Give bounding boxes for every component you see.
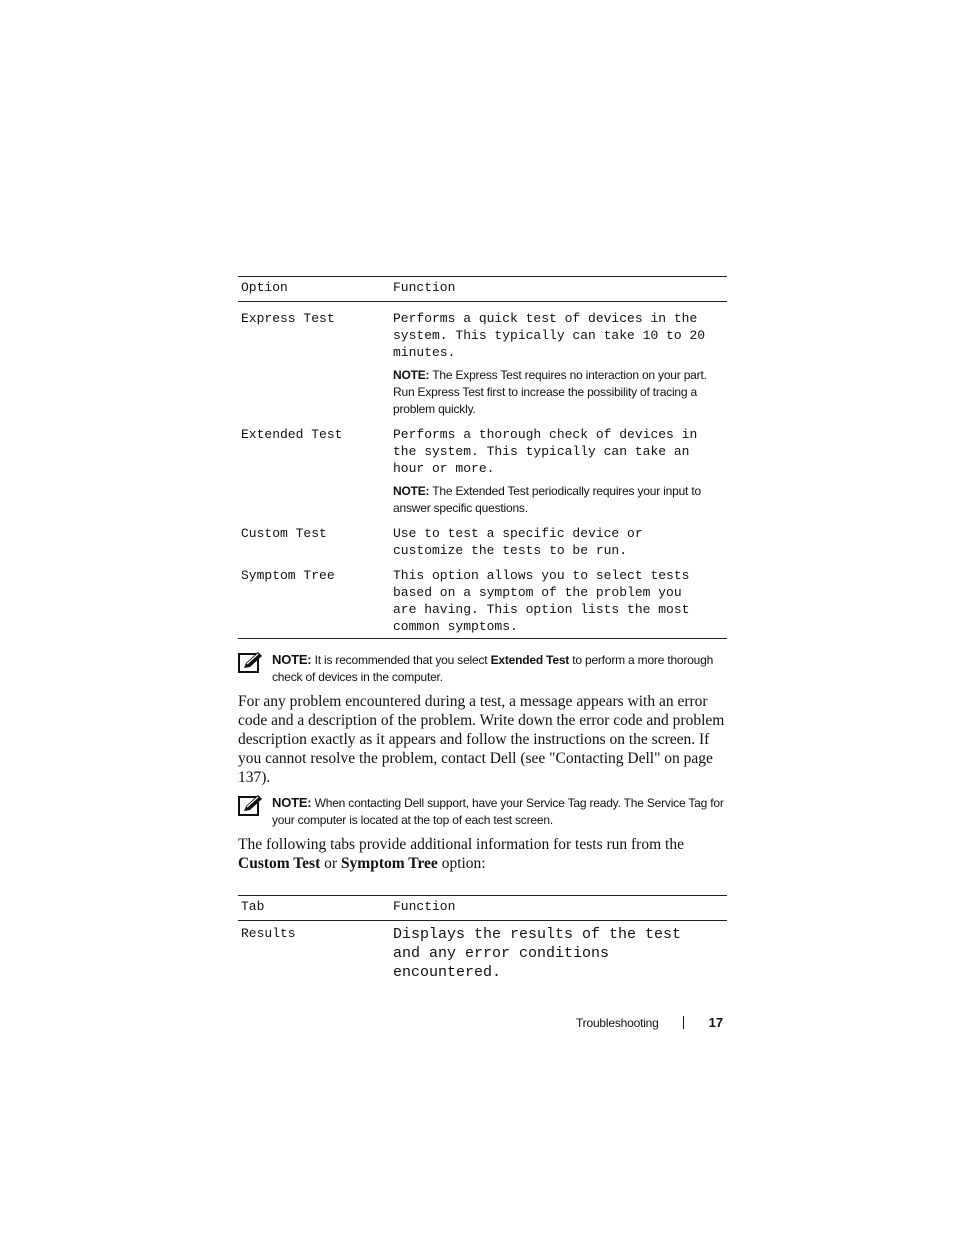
function-line: Use to test a specific device or: [393, 526, 643, 541]
body-paragraph-tabs-intro: [238, 835, 736, 873]
function-line: common symptoms.: [393, 619, 518, 634]
note-text: When contacting Dell support, have your Service Tag ready. The Service Tag for your computer is located at the top of each test screen.: [272, 796, 724, 827]
inline-note: [393, 367, 727, 418]
table-bottom-rule: [238, 638, 727, 639]
function-line: the system. This typically can take an: [393, 444, 690, 459]
note-label: NOTE:: [393, 484, 430, 498]
page-number: 17: [708, 1015, 724, 1030]
note-service-tag: [238, 793, 738, 829]
function-line: hour or more.: [393, 461, 495, 476]
table-row: [238, 559, 727, 638]
note-label: NOTE:: [393, 368, 430, 382]
note-text-after: to perform a more thorough check of devices in the computer.: [272, 653, 714, 684]
inline-note: [393, 483, 727, 517]
function-line: and any error conditions: [393, 945, 610, 962]
option-cell: Express Test: [241, 311, 335, 326]
table-row: [238, 517, 727, 559]
note-pencil-icon: [238, 652, 264, 674]
para-text: option:: [437, 855, 486, 872]
function-line: encountered.: [393, 964, 502, 981]
function-line: system. This typically can take 10 to 20: [393, 328, 706, 343]
function-line: Displays the results of the test: [393, 926, 682, 943]
table-row: [238, 921, 727, 982]
para-bold-custom-test: Custom Test: [238, 855, 321, 872]
function-line: customize the tests to be run.: [393, 543, 628, 558]
table-row: [238, 418, 727, 517]
footer-section: Troubleshooting: [576, 1015, 659, 1030]
page-footer: [576, 1015, 736, 1030]
table-header-row: [238, 277, 727, 301]
body-paragraph: For any problem encountered during a test, a message appears with an error code and a description of the problem. Write down the error code and problem description exactly as it appears and follow the instructions on the screen. If you cannot resolve the problem, contact Dell (see "Contacting Dell" on page 137).: [238, 693, 725, 786]
note-label: NOTE:: [272, 652, 312, 667]
note-text: The Extended Test periodically requires your input to answer specific questions.: [393, 484, 701, 515]
note-text-before: It is recommended that you select: [314, 653, 491, 667]
para-bold-symptom-tree: Symptom Tree: [340, 855, 438, 872]
tabs-table: [238, 895, 727, 982]
note-label: NOTE:: [272, 795, 312, 810]
function-line: This option allows you to select tests: [393, 568, 690, 583]
note-text: The Express Test requires no interaction on your part. Run Express Test first to increase the possibility of tracing a problem quickly.: [393, 368, 707, 416]
function-line: Performs a quick test of devices in the: [393, 311, 698, 326]
note-recommend-extended: [238, 650, 738, 686]
note-pencil-icon: [238, 795, 264, 817]
table-row: [238, 302, 727, 418]
option-cell: Custom Test: [241, 526, 327, 541]
header-function: Function: [393, 899, 456, 914]
option-cell: Symptom Tree: [241, 568, 335, 583]
para-text: or: [320, 855, 341, 872]
function-line: Performs a thorough check of devices in: [393, 427, 698, 442]
function-line: based on a symptom of the problem you: [393, 585, 682, 600]
note-emphasis: Extended Test: [490, 653, 570, 667]
footer-divider: [683, 1016, 684, 1029]
header-tab: Tab: [241, 899, 265, 914]
function-line: minutes.: [393, 345, 456, 360]
header-option: Option: [241, 280, 288, 295]
tab-cell: Results: [241, 926, 296, 941]
options-table: [238, 276, 727, 639]
option-cell: Extended Test: [241, 427, 343, 442]
function-line: are having. This option lists the most: [393, 602, 690, 617]
header-function: Function: [393, 280, 456, 295]
table-header-row: [238, 896, 727, 920]
para-text: The following tabs provide additional information for tests run from the: [238, 836, 684, 853]
